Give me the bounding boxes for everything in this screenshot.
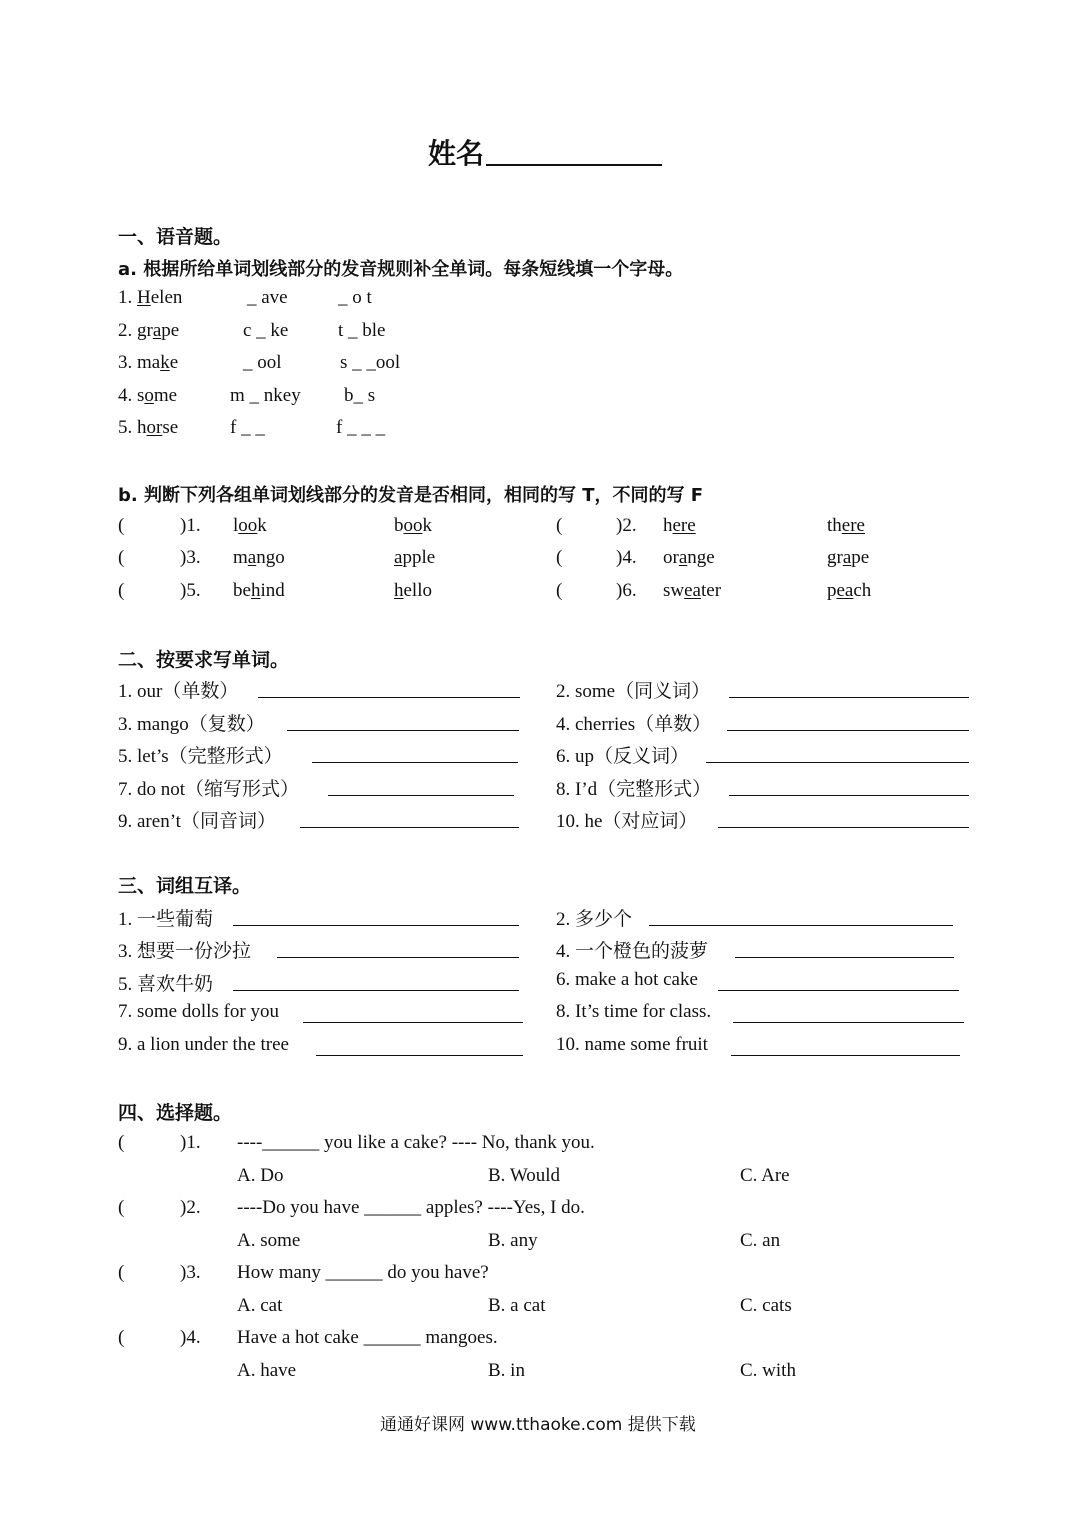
word-2: there bbox=[827, 515, 865, 536]
phrase-label: 2. 多少个 bbox=[556, 909, 633, 930]
section-3-heading: 三、词组互译。 bbox=[118, 875, 252, 897]
word-1: mango bbox=[233, 547, 285, 568]
word-suffix: pe bbox=[161, 320, 180, 341]
fill-word[interactable]: s _ _ool bbox=[340, 352, 401, 373]
answer-blank[interactable] bbox=[706, 762, 969, 763]
question-text: ----______ you like a cake? ---- No, thank you. bbox=[237, 1132, 595, 1153]
question-label: 6. up（反义词） bbox=[556, 746, 690, 767]
fill-word[interactable]: m _ nkey bbox=[230, 385, 301, 406]
word-prefix: gr bbox=[137, 320, 153, 341]
answer-paren[interactable]: ( bbox=[118, 580, 125, 601]
underlined-letters: o bbox=[144, 385, 154, 406]
answer-paren[interactable]: ( bbox=[556, 580, 563, 601]
item-number: )2. bbox=[616, 515, 637, 536]
phrase-label: 9. a lion under the tree bbox=[118, 1034, 289, 1055]
question-label: 4. cherries（单数） bbox=[556, 714, 712, 735]
phrase-label: 3. 想要一份沙拉 bbox=[118, 941, 252, 962]
answer-blank[interactable] bbox=[277, 957, 519, 958]
answer-blank[interactable] bbox=[312, 762, 518, 763]
answer-blank[interactable] bbox=[328, 795, 514, 796]
phrase-label: 4. 一个橙色的菠萝 bbox=[556, 941, 709, 962]
question-number: )1. bbox=[180, 1132, 201, 1153]
fill-word[interactable]: _ ool bbox=[243, 352, 282, 373]
word-1: orange bbox=[663, 547, 715, 568]
underlined-letters: a bbox=[152, 320, 162, 341]
section-1-heading: 一、语音题。 bbox=[118, 226, 233, 248]
answer-blank[interactable] bbox=[258, 697, 520, 698]
answer-blank[interactable] bbox=[718, 990, 959, 991]
underlined-letters: a bbox=[842, 547, 852, 568]
answer-blank[interactable] bbox=[729, 697, 969, 698]
underlined-letters: ea bbox=[684, 580, 701, 601]
question-text: Have a hot cake ______ mangoes. bbox=[237, 1327, 498, 1348]
answer-blank[interactable] bbox=[233, 990, 519, 991]
option-c[interactable]: C. Are bbox=[740, 1165, 790, 1186]
underlined-letters: H bbox=[137, 287, 151, 308]
answer-paren[interactable]: ( bbox=[118, 1327, 125, 1348]
question-text: ----Do you have ______ apples? ----Yes, I do. bbox=[237, 1197, 585, 1218]
word-1: behind bbox=[233, 580, 285, 601]
answer-blank[interactable] bbox=[731, 1055, 960, 1056]
word-2: book bbox=[394, 515, 432, 536]
question-label: 5. let’s（完整形式） bbox=[118, 746, 283, 767]
section-2-heading: 二、按要求写单词。 bbox=[118, 649, 290, 671]
page-title bbox=[428, 132, 484, 172]
option-a[interactable]: A. cat bbox=[237, 1295, 283, 1316]
section-1b-instruction: b. 判断下列各组单词划线部分的发音是否相同，相同的写 T，不同的写 F bbox=[118, 485, 704, 506]
answer-blank[interactable] bbox=[727, 730, 969, 731]
fill-word[interactable]: _ ave bbox=[247, 287, 288, 308]
footer-text: 通通好课网 www.tthaoke.com 提供下载 bbox=[380, 1415, 696, 1435]
underlined-letters: h bbox=[250, 580, 261, 601]
option-c[interactable]: C. with bbox=[740, 1360, 796, 1381]
item-number: )6. bbox=[616, 580, 637, 601]
fill-word[interactable]: _ o t bbox=[338, 287, 372, 308]
fill-word[interactable]: c _ ke bbox=[243, 320, 289, 341]
question-text: How many ______ do you have? bbox=[237, 1262, 489, 1283]
item-number: )3. bbox=[180, 547, 201, 568]
word-1: sweater bbox=[663, 580, 722, 601]
question-label: 9. aren’t（同音词） bbox=[118, 811, 276, 832]
answer-blank[interactable] bbox=[729, 795, 969, 796]
question-label: 2. some（同义词） bbox=[556, 681, 711, 702]
answer-blank[interactable] bbox=[733, 1022, 964, 1023]
answer-blank[interactable] bbox=[303, 1022, 523, 1023]
option-c[interactable]: C. an bbox=[740, 1230, 781, 1251]
option-a[interactable]: A. have bbox=[237, 1360, 297, 1381]
phrase-label: 5. 喜欢牛奶 bbox=[118, 974, 214, 995]
row-number: 2. bbox=[118, 320, 133, 341]
option-c[interactable]: C. cats bbox=[740, 1295, 792, 1316]
word-suffix: e bbox=[169, 352, 179, 373]
word-2: hello bbox=[394, 580, 432, 601]
row-number: 3. bbox=[118, 352, 133, 373]
phonics-a-row bbox=[118, 287, 182, 309]
option-b[interactable]: B. a cat bbox=[488, 1295, 546, 1316]
phrase-label: 8. It’s time for class. bbox=[556, 1001, 712, 1022]
name-blank[interactable] bbox=[486, 164, 662, 166]
underlined-letters: a bbox=[394, 547, 403, 568]
word-prefix: s bbox=[137, 385, 145, 406]
phonics-a-row bbox=[118, 352, 178, 374]
answer-paren[interactable]: ( bbox=[118, 1132, 125, 1153]
word-1: look bbox=[233, 515, 267, 536]
option-b[interactable]: B. in bbox=[488, 1360, 525, 1381]
answer-paren[interactable]: ( bbox=[556, 515, 563, 536]
word-2: grape bbox=[827, 547, 870, 568]
question-label: 3. mango（复数） bbox=[118, 714, 265, 735]
option-a[interactable]: A. some bbox=[237, 1230, 301, 1251]
word-2: apple bbox=[394, 547, 436, 568]
underlined-letters: or bbox=[146, 417, 163, 438]
phrase-label: 6. make a hot cake bbox=[556, 969, 698, 990]
word-prefix: ma bbox=[137, 352, 161, 373]
phrase-label: 7. some dolls for you bbox=[118, 1001, 279, 1022]
row-number: 1. bbox=[118, 287, 133, 308]
question-number: )4. bbox=[180, 1327, 201, 1348]
word-2: peach bbox=[827, 580, 872, 601]
section-1a-instruction: a. 根据所给单词划线部分的发音规则补全单词。每条短线填一个字母。 bbox=[118, 259, 684, 280]
word-suffix: me bbox=[153, 385, 178, 406]
question-label: 8. I’d（完整形式） bbox=[556, 779, 712, 800]
word-prefix: h bbox=[137, 417, 147, 438]
underlined-letters: oo bbox=[403, 515, 423, 536]
fill-word[interactable]: f _ _ _ bbox=[336, 417, 386, 438]
answer-blank[interactable] bbox=[649, 925, 953, 926]
phrase-label: 10. name some fruit bbox=[556, 1034, 708, 1055]
row-number: 4. bbox=[118, 385, 133, 406]
answer-blank[interactable] bbox=[718, 827, 969, 828]
name-label: 姓名 bbox=[428, 137, 485, 170]
phonics-a-row bbox=[118, 320, 179, 342]
answer-paren[interactable]: ( bbox=[118, 1197, 125, 1218]
question-label: 10. he（对应词） bbox=[556, 811, 698, 832]
fill-word[interactable]: f _ _ bbox=[230, 417, 265, 438]
underlined-letters: a bbox=[678, 547, 688, 568]
phonics-a-row bbox=[118, 417, 178, 439]
underlined-letters: ere bbox=[841, 515, 865, 536]
answer-blank[interactable] bbox=[287, 730, 519, 731]
answer-paren[interactable]: ( bbox=[118, 547, 125, 568]
answer-blank[interactable] bbox=[735, 957, 954, 958]
option-b[interactable]: B. Would bbox=[488, 1165, 561, 1186]
phonics-a-row bbox=[118, 385, 177, 407]
question-number: )2. bbox=[180, 1197, 201, 1218]
answer-blank[interactable] bbox=[233, 925, 519, 926]
fill-word[interactable]: t _ ble bbox=[338, 320, 386, 341]
answer-blank[interactable] bbox=[316, 1055, 523, 1056]
underlined-letters: ea bbox=[836, 580, 854, 601]
row-number: 5. bbox=[118, 417, 133, 438]
item-number: )1. bbox=[180, 515, 201, 536]
underlined-letters: oo bbox=[238, 515, 258, 536]
fill-word[interactable]: b_ s bbox=[344, 385, 376, 406]
word-suffix: se bbox=[162, 417, 179, 438]
question-label: 7. do not（缩写形式） bbox=[118, 779, 300, 800]
answer-blank[interactable] bbox=[300, 827, 519, 828]
section-4-heading: 四、选择题。 bbox=[118, 1102, 233, 1124]
answer-paren[interactable]: ( bbox=[118, 1262, 125, 1283]
option-a[interactable]: A. Do bbox=[237, 1165, 284, 1186]
item-number: )5. bbox=[180, 580, 201, 601]
question-label: 1. our（单数） bbox=[118, 681, 239, 702]
underlined-letters: k bbox=[160, 352, 170, 373]
word-suffix: elen bbox=[150, 287, 183, 308]
phrase-label: 1. 一些葡萄 bbox=[118, 909, 214, 930]
answer-paren[interactable]: ( bbox=[556, 547, 563, 568]
underlined-letters: h bbox=[394, 580, 404, 601]
answer-paren[interactable]: ( bbox=[118, 515, 125, 536]
underlined-letters: a bbox=[247, 547, 257, 568]
word-1: here bbox=[663, 515, 696, 536]
option-b[interactable]: B. any bbox=[488, 1230, 538, 1251]
underlined-letters: ere bbox=[672, 515, 696, 536]
question-number: )3. bbox=[180, 1262, 201, 1283]
item-number: )4. bbox=[616, 547, 637, 568]
